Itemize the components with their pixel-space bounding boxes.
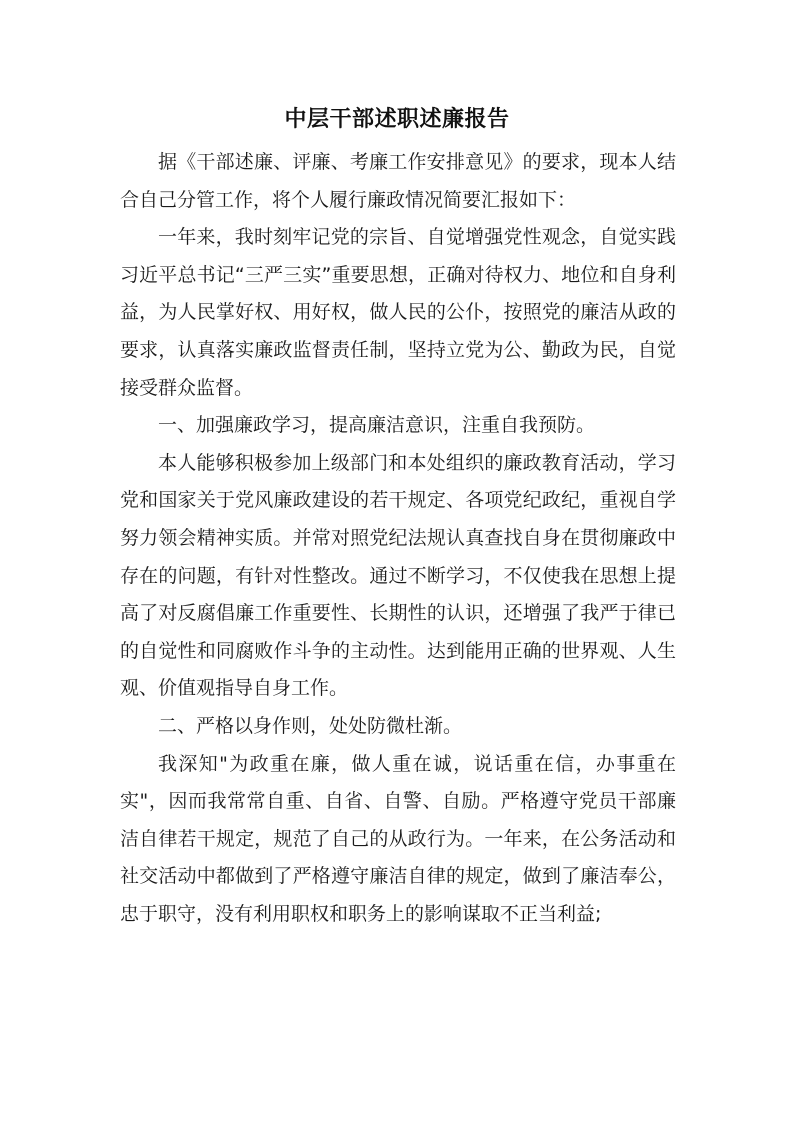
section-heading-1: 一、加强廉政学习，提高廉洁意识，注重自我预防。 <box>158 414 596 437</box>
paragraph-self-discipline: 我深知"为政重在廉，做人重在诚，说话重在信，办事重在实"，因而我常常自重、自省、自警、自励。严格遵守党员干部廉洁自律若干规定，规范了自己的从政行为。一年来，在公务活动和社交活动中都做到了严格遵守廉洁自律的规定，做到了廉洁奉公，忠于职守，没有利用职权和职务上的影响谋取不正当利益; <box>120 752 676 925</box>
paragraph-study: 本人能够积极参加上级部门和本处组织的廉政教育活动，学习党和国家关于党风廉政建设的若干规定、各项党纪政纪，重视自学努力领会精神实质。并常对照党纪法规认真查找自身在贯彻廉政中存在的问题，有针对性整改。通过不断学习，不仅使我在思想上提高了对反腐倡廉工作重要性、长期性的认识，还增强了我严于律已的自觉性和同腐败作斗争的主动性。达到能用正确的世界观、人生观、价值观指导自身工作。 <box>120 451 676 700</box>
document-body <box>120 144 676 933</box>
paragraph-intro: 据《干部述廉、评廉、考廉工作安排意见》的要求，现本人结合自己分管工作，将个人履行廉政情况简要汇报如下： <box>120 151 676 211</box>
paragraph-year-review: 一年来，我时刻牢记党的宗旨、自觉增强党性观念，自觉实践习近平总书记“三严三实”重要思想，正确对待权力、地位和自身利益，为人民掌好权、用好权，做人民的公仆，按照党的廉洁从政的要求，认真落实廉政监督责任制，坚持立党为公、勤政为民，自觉接受群众监督。 <box>120 226 676 399</box>
section-heading-2: 二、严格以身作则，处处防微杜渐。 <box>158 714 463 737</box>
document-title: 中层干部述职述廉报告 <box>284 107 510 132</box>
